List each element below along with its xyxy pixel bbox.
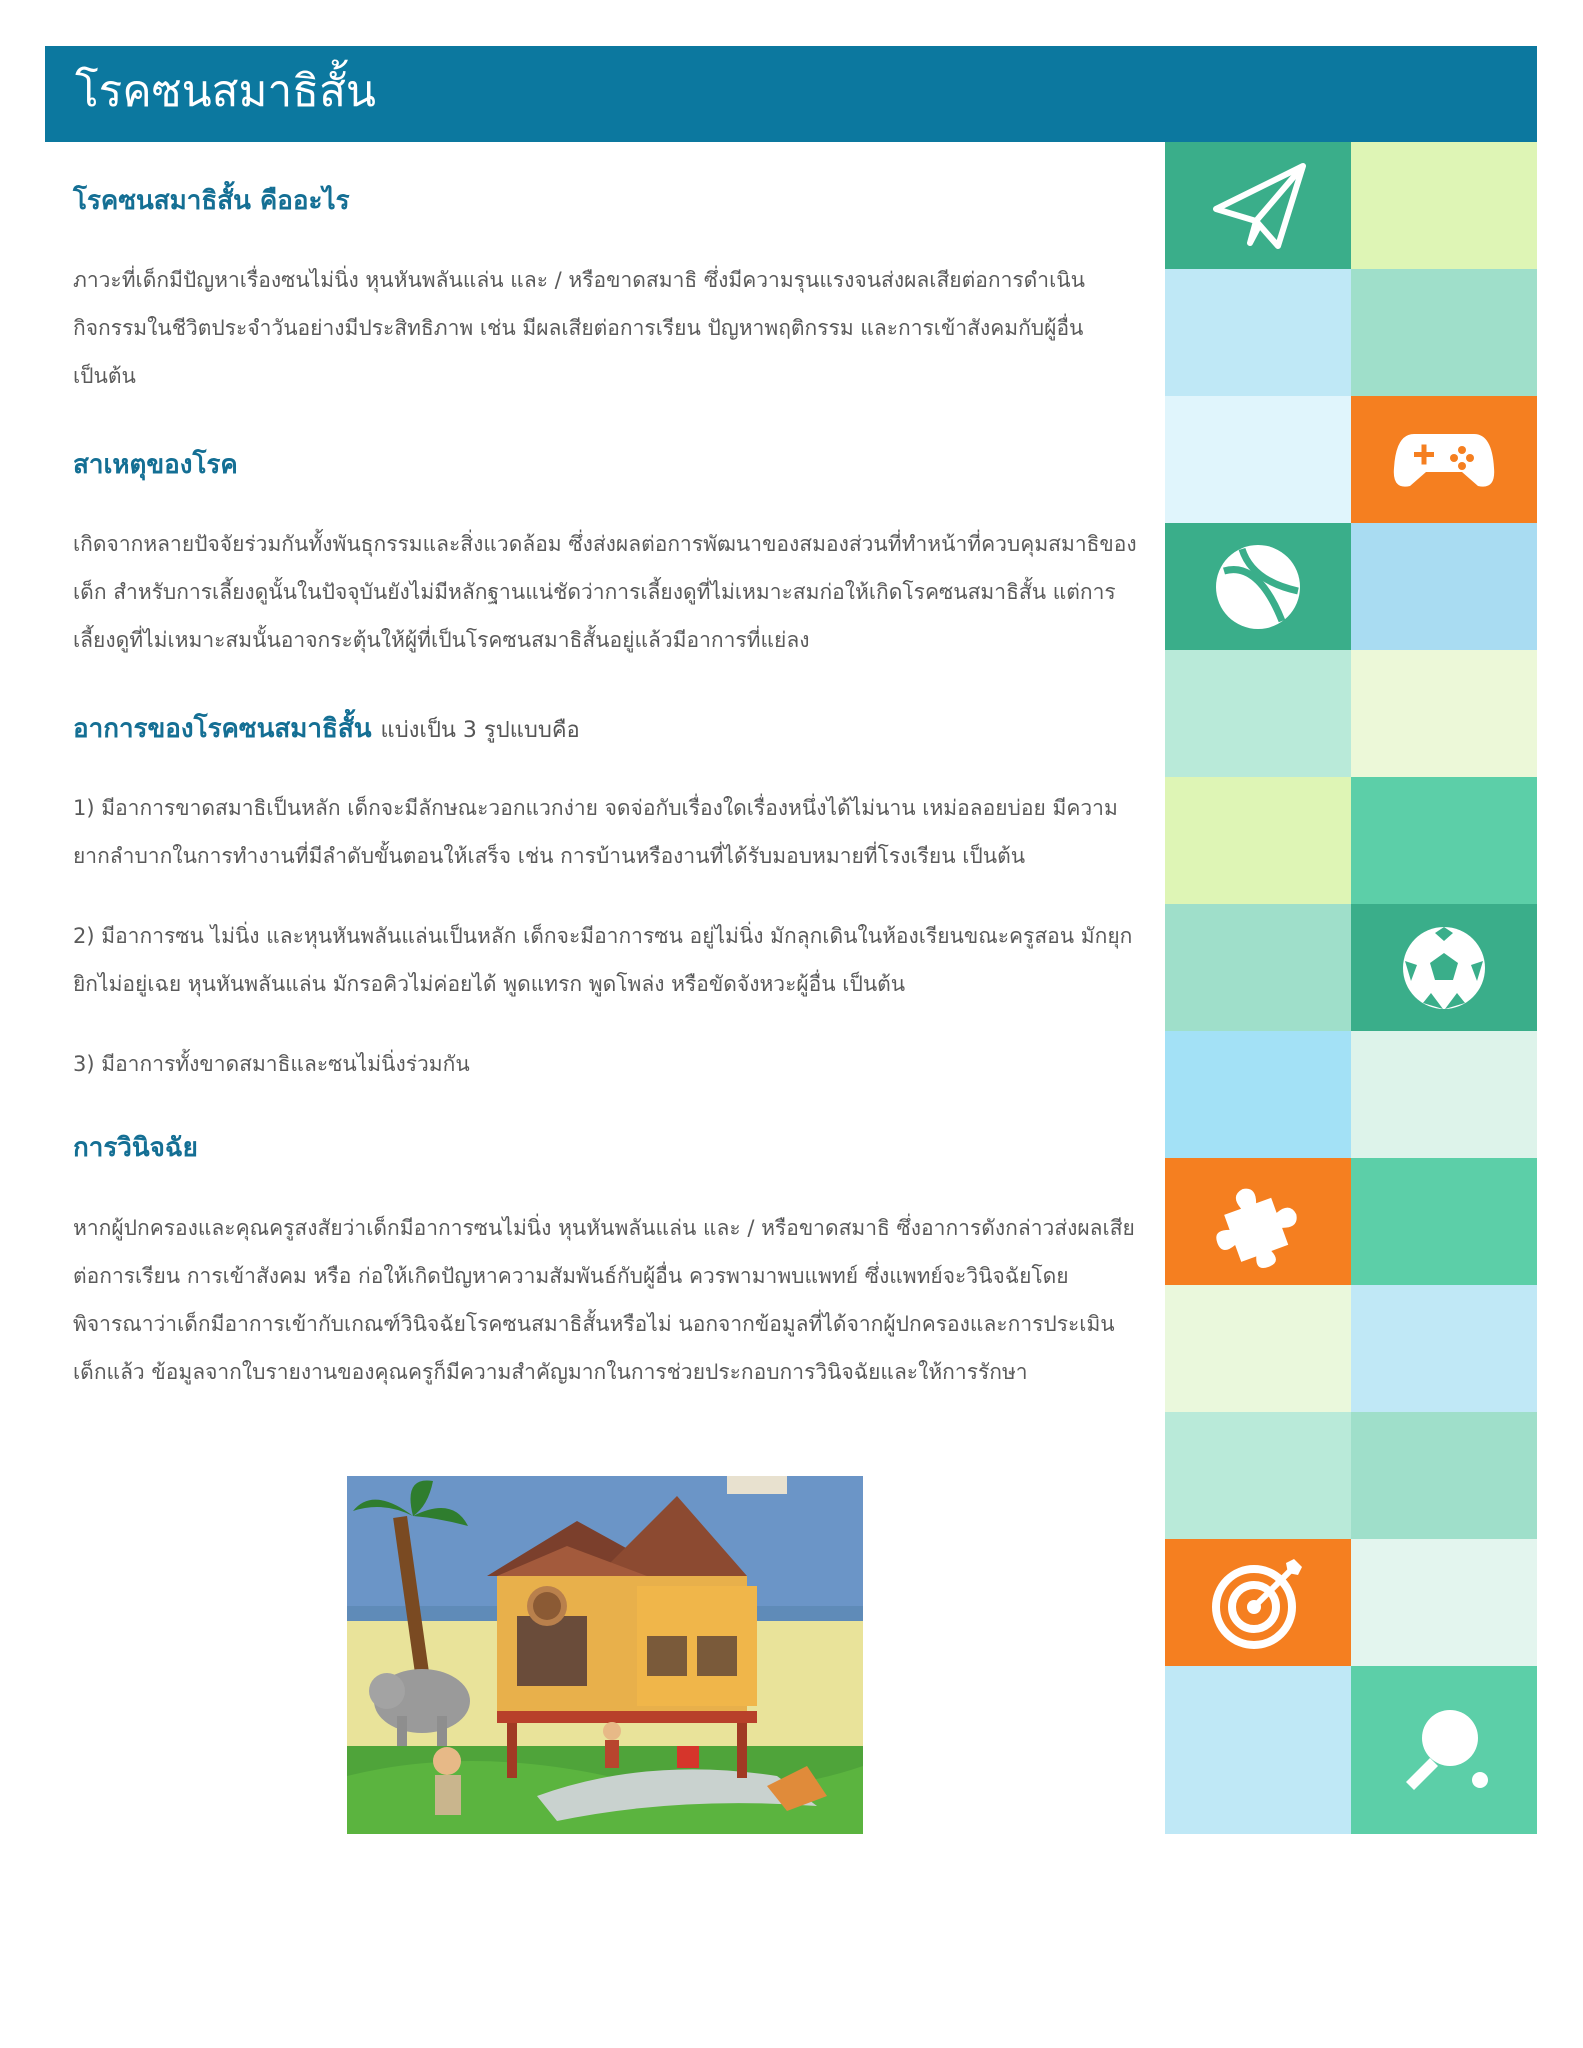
tile xyxy=(1165,1285,1351,1412)
tile xyxy=(1165,904,1351,1031)
tile-gamepad xyxy=(1351,396,1537,523)
tile xyxy=(1351,269,1537,396)
tile xyxy=(1351,777,1537,904)
tile xyxy=(1351,650,1537,777)
paragraph-definition: ภาวะที่เด็กมีปัญหาเรื่องซนไม่นิ่ง หุนหันพลันแล่น และ / หรือขาดสมาธิ ซึ่งมีความรุนแรงจนส่งผลเสียต่อการดำเนินกิจกรรมในชีวิตประจำวันอย่างมีประสิทธิภาพ เช่น มีผลเสียต่อการเรียน ปัญหาพฤติกรรม และการเข้าสังคมกับผู้อื่น เป็นต้น xyxy=(73,268,1085,388)
child-drawing-image xyxy=(347,1476,863,1834)
paper-plane-icon xyxy=(1208,161,1308,251)
ping-pong-paddle-icon xyxy=(1396,1702,1492,1798)
beach-ball-icon xyxy=(1212,541,1304,633)
decorative-tile-grid xyxy=(1165,142,1537,1834)
tile xyxy=(1165,396,1351,523)
tile-paper-plane xyxy=(1165,142,1351,269)
paragraph-diagnosis: หากผู้ปกครองและคุณครูสงสัยว่าเด็กมีอาการซนไม่นิ่ง หุนหันพลันแล่น และ / หรือขาดสมาธิ ซึ่งอาการดังกล่าวส่งผลเสียต่อการเรียน การเข้าสังคม หรือ ก่อให้เกิดปัญหาความสัมพันธ์กับผู้อื่น ควรพามาพบแพทย์ ซึ่งแพทย์จะวินิจฉัยโดยพิจารณาว่าเด็กมีอาการเข้ากับเกณฑ์วินิจฉัยโรคซนสมาธิสั้นหรือไม่ นอกจากข้อมูลที่ได้จากผู้ปกครองและการประเมินเด็กแล้ว ข้อมูลจากใบรายงานของคุณครูก็มีความสำคัญมากในการช่วยประกอบการวินิจฉัยและให้การรักษา xyxy=(73,1216,1135,1384)
tile-puzzle xyxy=(1165,1158,1351,1285)
tile-beach-ball xyxy=(1165,523,1351,650)
section-title-what-is: โรคซนสมาธิสั้น คืออะไร xyxy=(73,186,350,216)
section-title-diagnosis: การวินิจฉัย xyxy=(73,1133,198,1163)
tile xyxy=(1351,1285,1537,1412)
soccer-ball-icon xyxy=(1399,923,1489,1013)
title-banner xyxy=(45,46,1537,142)
gamepad-icon xyxy=(1392,428,1496,492)
tile xyxy=(1165,1666,1351,1834)
tile-soccer-ball xyxy=(1351,904,1537,1031)
paragraph-symptom-2: 2) มีอาการซน ไม่นิ่ง และหุนหันพลันแล่นเป็นหลัก เด็กจะมีอาการซน อยู่ไม่นิ่ง มักลุกเดินในห้องเรียนขณะครูสอน มักยุกยิกไม่อยู่เฉย หุนหันพลันแล่น มักรอคิวไม่ค่อยได้ พูดแทรก พูดโพล่ง หรือขัดจังหวะผู้อื่น เป็นต้น xyxy=(73,924,1133,996)
tile xyxy=(1351,523,1537,650)
tile xyxy=(1165,777,1351,904)
tile-ping-pong xyxy=(1351,1666,1537,1834)
tile xyxy=(1351,1158,1537,1285)
tile xyxy=(1351,1412,1537,1539)
section-title-symptoms xyxy=(73,708,580,749)
tile xyxy=(1165,269,1351,396)
tile-target xyxy=(1165,1539,1351,1666)
tile xyxy=(1165,1031,1351,1158)
page-title: โรคซนสมาธิสั้น xyxy=(75,66,376,117)
paragraph-symptom-1: 1) มีอาการขาดสมาธิเป็นหลัก เด็กจะมีลักษณะวอกแวกง่าย จดจ่อกับเรื่องใดเรื่องหนึ่งได้ไม่นาน เหม่อลอยบ่อย มีความยากลำบากในการทำงานที่มีลำดับขั้นตอนให้เสร็จ เช่น การบ้านหรืองานที่ได้รับมอบหมายที่โรงเรียน เป็นต้น xyxy=(73,796,1118,868)
paragraph-symptom-3: 3) มีอาการทั้งขาดสมาธิและซนไม่นิ่งร่วมกัน xyxy=(73,1052,470,1076)
tile xyxy=(1351,1539,1537,1666)
tile xyxy=(1165,1412,1351,1539)
target-icon xyxy=(1210,1555,1306,1651)
section-title-causes: สาเหตุของโรค xyxy=(73,450,238,480)
paragraph-causes: เกิดจากหลายปัจจัยร่วมกันทั้งพันธุกรรมและสิ่งแวดล้อม ซึ่งส่งผลต่อการพัฒนาของสมองส่วนที่ทำหน้าที่ควบคุมสมาธิของเด็ก สำหรับการเลี้ยงดูนั้นในปัจจุบันยังไม่มีหลักฐานแน่ชัดว่าการเลี้ยงดูที่ไม่เหมาะสมก่อให้เกิดโรคซนสมาธิสั้น แต่การเลี้ยงดูที่ไม่เหมาะสมนั้นอาจกระตุ้นให้ผู้ที่เป็นโรคซนสมาธิสั้นอยู่แล้วมีอาการที่แย่ลง xyxy=(73,532,1137,652)
puzzle-piece-icon xyxy=(1210,1174,1306,1270)
tile xyxy=(1351,1031,1537,1158)
symptoms-title-suffix: แบ่งเป็น 3 รูปแบบคือ xyxy=(380,718,580,743)
symptoms-title-bold: อาการของโรคซนสมาธิสั้น xyxy=(73,714,372,744)
tile xyxy=(1351,142,1537,269)
tile xyxy=(1165,650,1351,777)
